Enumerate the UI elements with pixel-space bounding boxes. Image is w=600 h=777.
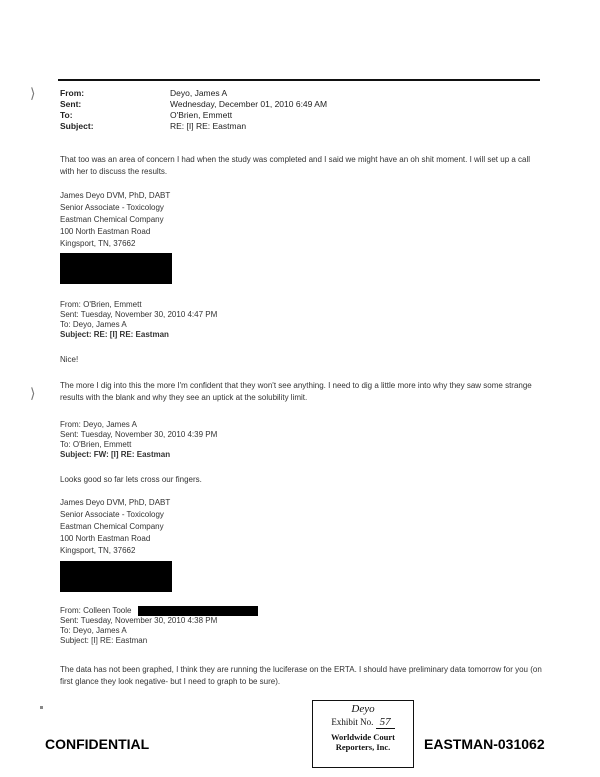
signature-line: Eastman Chemical Company	[60, 215, 164, 224]
stamp-exhibit-line	[313, 716, 413, 728]
msg4-sent: Sent: Tuesday, November 30, 2010 4:38 PM	[60, 616, 218, 626]
message-body: Looks good so far lets cross our fingers.	[60, 475, 202, 484]
msg2-subject: Subject: RE: [I] RE: Eastman	[60, 330, 169, 339]
signature-block	[60, 190, 360, 250]
margin-bracket-mark: ⟩	[30, 387, 36, 402]
msg3-subject: Subject: FW: [I] RE: Eastman	[60, 450, 171, 459]
email-header	[60, 88, 540, 132]
from-value: Deyo, James A	[170, 88, 228, 98]
margin-bracket-mark: ⟩	[30, 87, 36, 102]
signature-line: James Deyo DVM, PhD, DABT	[60, 498, 171, 507]
subject-label: Subject:	[60, 121, 94, 131]
msg2-from: From: O'Brien, Emmett	[60, 300, 142, 309]
stamp-exhibit-number: 57	[376, 716, 395, 729]
confidential-label: CONFIDENTIAL	[45, 736, 150, 752]
signature-line: Kingsport, TN, 37662	[60, 239, 136, 248]
sent-value: Wednesday, December 01, 2010 6:49 AM	[170, 99, 328, 109]
exhibit-stamp	[312, 700, 414, 768]
stamp-signature: Deyo	[351, 703, 375, 715]
signature-line: 100 North Eastman Road	[60, 534, 151, 543]
signature-line: Senior Associate - Toxicology	[60, 510, 164, 519]
sent-label: Sent:	[60, 99, 82, 109]
subject-value: RE: [I] RE: Eastman	[170, 121, 247, 131]
stamp-line: Reporters, Inc.	[335, 742, 391, 752]
signature-line: James Deyo DVM, PhD, DABT	[60, 191, 171, 200]
msg3-sent: Sent: Tuesday, November 30, 2010 4:39 PM	[60, 430, 218, 439]
message-body: That too was an area of concern I had when the study was completed and I said we might have an oh shit moment. I will set up a call with her to discuss the results.	[60, 155, 531, 176]
redaction-box	[60, 561, 172, 592]
message-body: The more I dig into this the more I'm confident that they won't see anything. I need to dig a little more into why they saw some strange results with the blank and why they see an uptick at the solubility limit.	[60, 381, 532, 402]
message-body: Nice!	[60, 355, 79, 364]
forwarded-header	[60, 606, 540, 646]
msg3-from: From: Deyo, James A	[60, 420, 137, 429]
header-rule	[58, 79, 540, 81]
msg2-to: To: Deyo, James A	[60, 320, 127, 329]
margin-dot	[40, 706, 43, 709]
msg4-to: To: Deyo, James A	[60, 626, 127, 636]
to-value: O'Brien, Emmett	[170, 110, 233, 120]
signature-block	[60, 497, 360, 557]
signature-line: Senior Associate - Toxicology	[60, 203, 164, 212]
bates-number: EASTMAN-031062	[424, 736, 545, 752]
stamp-exhibit-label: Exhibit No.	[331, 717, 374, 727]
message-body: The data has not been graphed, I think they are running the luciferase on the ERTA. I should have preliminary data tomorrow for you (on first glance they look negative- but I need to graph to be sure).	[60, 665, 542, 686]
msg4-subject: Subject: [I] RE: Eastman	[60, 636, 148, 646]
msg3-to: To: O'Brien, Emmett	[60, 440, 132, 449]
signature-line: 100 North Eastman Road	[60, 227, 151, 236]
redaction-box	[138, 606, 258, 616]
signature-line: Eastman Chemical Company	[60, 522, 164, 531]
from-label: From:	[60, 88, 85, 98]
redaction-box	[60, 253, 172, 284]
signature-line: Kingsport, TN, 37662	[60, 546, 136, 555]
forwarded-header	[60, 420, 540, 460]
forwarded-header	[60, 300, 540, 340]
to-label: To:	[60, 110, 73, 120]
stamp-line: Worldwide Court	[331, 732, 395, 742]
msg4-from: From: Colleen Toole	[60, 606, 132, 616]
msg2-sent: Sent: Tuesday, November 30, 2010 4:47 PM	[60, 310, 218, 319]
